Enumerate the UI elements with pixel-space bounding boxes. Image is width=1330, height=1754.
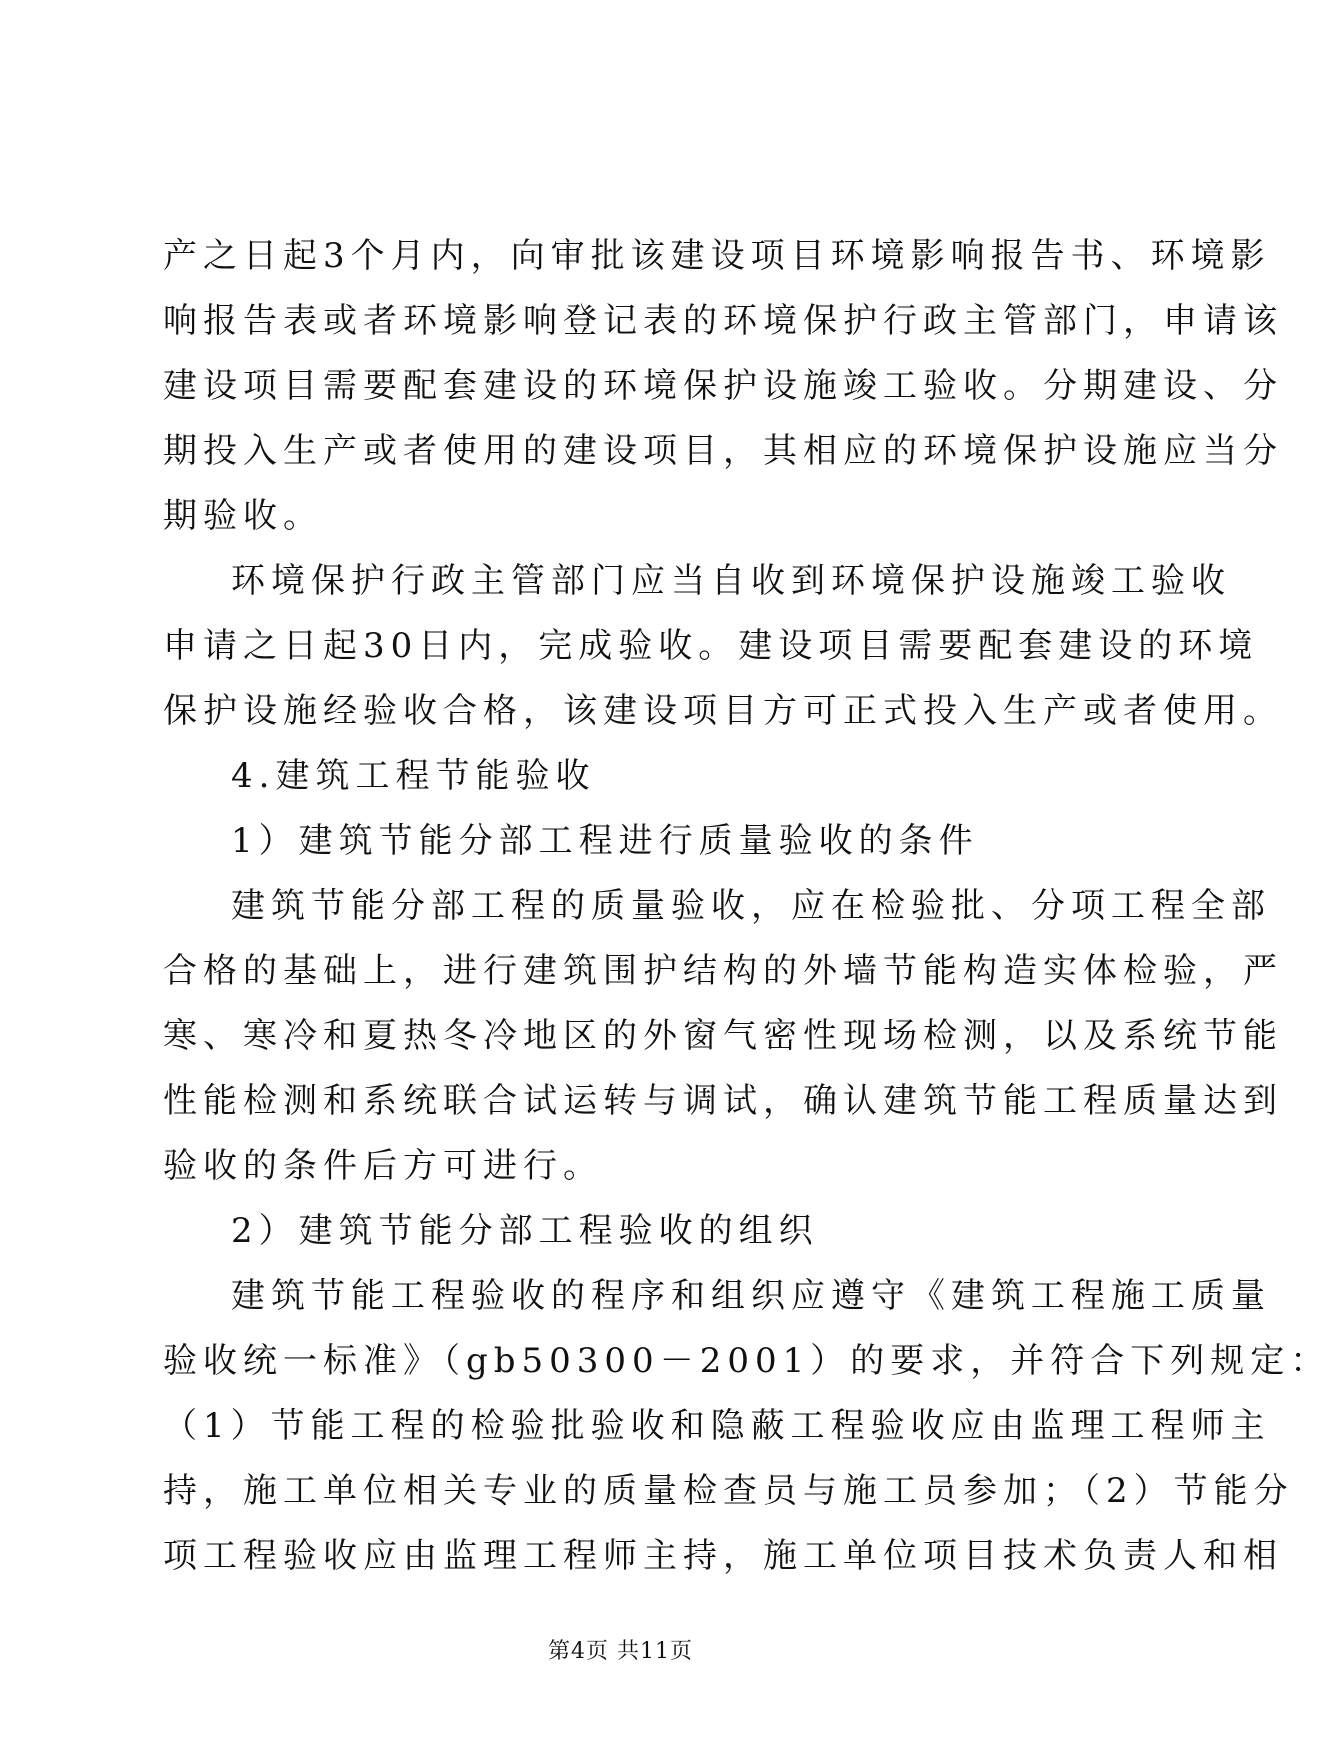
text-line: 申请之日起30日内，完成验收。建设项目需要配套建设的环境: [163, 626, 1259, 666]
paragraph-start-line: 环境保护行政主管部门应当自收到环境保护设施竣工验收: [231, 561, 1231, 601]
text-line: 响报告表或者环境影响登记表的环境保护行政主管部门，申请该: [163, 301, 1283, 341]
subsection-heading: 1）建筑节能分部工程进行质量验收的条件: [231, 821, 979, 861]
paragraph-start-line: 建筑节能分部工程的质量验收，应在检验批、分项工程全部: [231, 886, 1271, 926]
text-line: 性能检测和系统联合试运转与调试，确认建筑节能工程质量达到: [163, 1081, 1283, 1121]
text-line: （1）节能工程的检验批验收和隐蔽工程验收应由监理工程师主: [163, 1406, 1271, 1446]
text-line: 寒、寒冷和夏热冬冷地区的外窗气密性现场检测，以及系统节能: [163, 1016, 1283, 1056]
text-line: 持，施工单位相关专业的质量检查员与施工员参加；（2）节能分: [163, 1471, 1294, 1511]
text-line: 验收的条件后方可进行。: [163, 1146, 603, 1186]
text-line: 项工程验收应由监理工程师主持，施工单位项目技术负责人和相: [163, 1536, 1283, 1576]
page-number-footer: 第4页 共11页: [548, 1639, 693, 1664]
paragraph-start-line: 建筑节能工程验收的程序和组织应遵守《建筑工程施工质量: [231, 1276, 1271, 1316]
text-line: 保护设施经验收合格，该建设项目方可正式投入生产或者使用。: [163, 691, 1283, 731]
text-line: 产之日起3个月内，向审批该建设项目环境影响报告书、环境影: [163, 236, 1271, 276]
text-line: 期验收。: [163, 496, 323, 536]
text-line: 建设项目需要配套建设的环境保护设施竣工验收。分期建设、分: [163, 366, 1283, 406]
subsection-heading: 2）建筑节能分部工程验收的组织: [231, 1211, 819, 1251]
section-heading: 4.建筑工程节能验收: [231, 756, 596, 796]
text-line: 验收统一标准》（gb50300－2001）的要求，并符合下列规定：: [163, 1341, 1330, 1381]
document-body: [163, 224, 1330, 1589]
text-line: 期投入生产或者使用的建设项目，其相应的环境保护设施应当分: [163, 431, 1283, 471]
text-line: 合格的基础上，进行建筑围护结构的外墙节能构造实体检验，严: [163, 951, 1283, 991]
